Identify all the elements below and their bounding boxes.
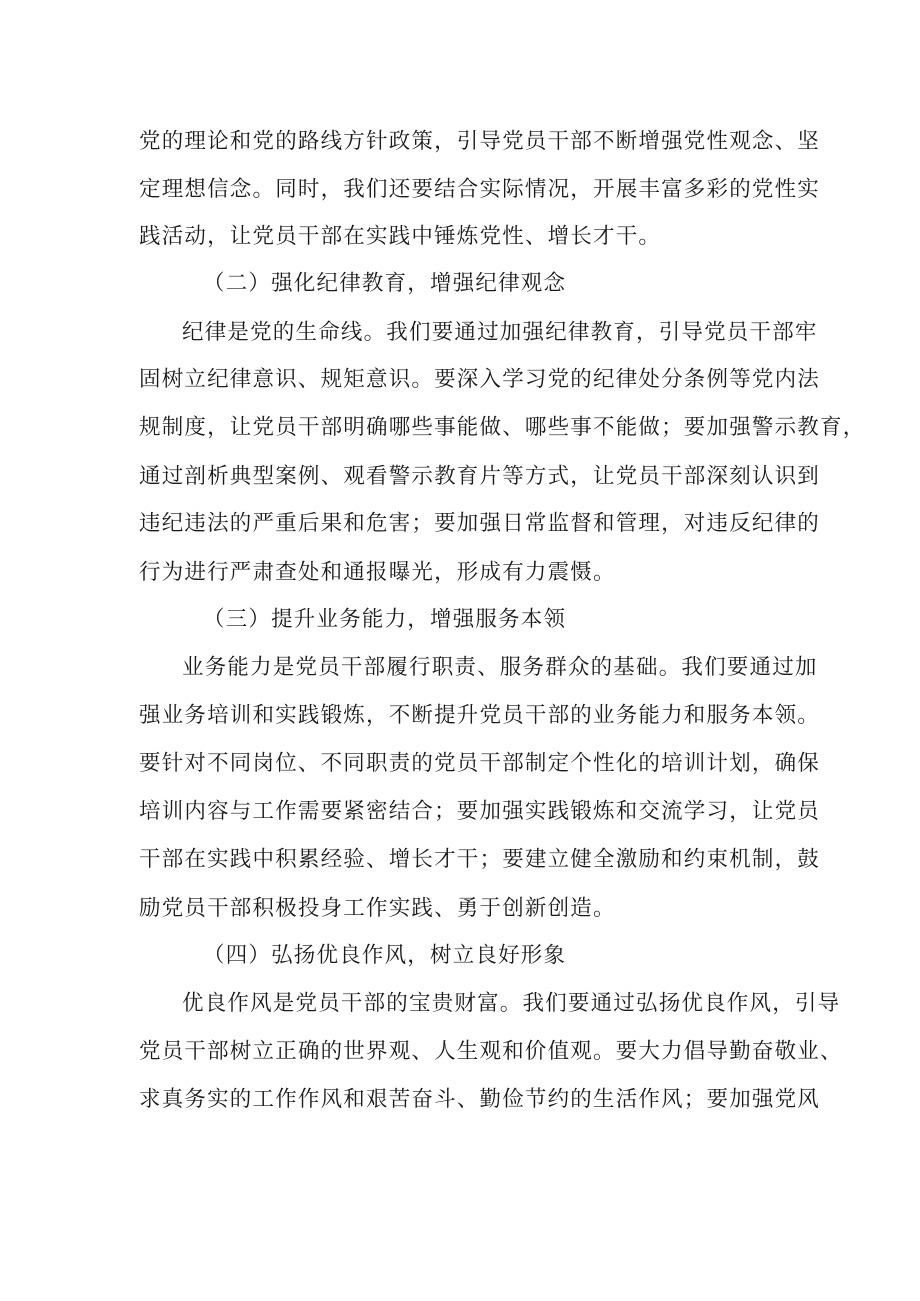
body-text-line: 行为进行严肃查处和通报曝光，形成有力震慑。 [139,560,616,585]
section-heading-2: （二）强化纪律教育，增强纪律观念 [203,271,567,296]
body-text-line: 业务能力是党员干部履行职责、服务群众的基础。我们要通过加 [182,655,818,680]
body-text-line: 违纪违法的严重后果和危害；要加强日常监督和管理，对违反纪律的 [139,511,821,536]
section-heading-4: （四）弘扬优良作风，树立良好形象 [203,943,567,968]
body-text-line: 优良作风是党员干部的宝贵财富。我们要通过弘扬优良作风，引导 [182,991,841,1016]
body-text-line: 励党员干部积极投身工作实践、勇于创新创造。 [139,896,616,921]
body-text-line: 求真务实的工作作风和艰苦奋斗、勤俭节约的生活作风；要加强党风 [139,1087,821,1112]
body-text-line: 践活动，让党员干部在实践中锤炼党性、增长才干。 [139,224,662,249]
body-text-line: 党员干部树立正确的世界观、人生观和价值观。要大力倡导勤奋敬业、 [139,1039,843,1064]
body-text-line: 规制度，让党员干部明确哪些事能做、哪些事不能做；要加强警示教育， [139,415,866,440]
body-text-line: 定理想信念。同时，我们还要结合实际情况，开展丰富多彩的党性实 [139,177,821,202]
body-text-line: 强业务培训和实践锻炼，不断提升党员干部的业务能力和服务本领。 [139,703,821,728]
body-text-line: 要针对不同岗位、不同职责的党员干部制定个性化的培训计划，确保 [139,751,821,776]
body-text-line: 培训内容与工作需要紧密结合；要加强实践锻炼和交流学习，让党员 [139,799,821,824]
body-text-line: 党的理论和党的路线方针政策，引导党员干部不断增强党性观念、坚 [139,129,821,154]
body-text-line: 干部在实践中积累经验、增长才干；要建立健全激励和约束机制，鼓 [139,847,821,872]
body-text-line: 固树立纪律意识、规矩意识。要深入学习党的纪律处分条例等党内法 [139,367,821,392]
section-heading-3: （三）提升业务能力，增强服务本领 [203,607,567,632]
body-text-line: 通过剖析典型案例、观看警示教育片等方式，让党员干部深刻认识到 [139,464,821,489]
body-text-line: 纪律是党的生命线。我们要通过加强纪律教育，引导党员干部牢 [182,320,818,345]
